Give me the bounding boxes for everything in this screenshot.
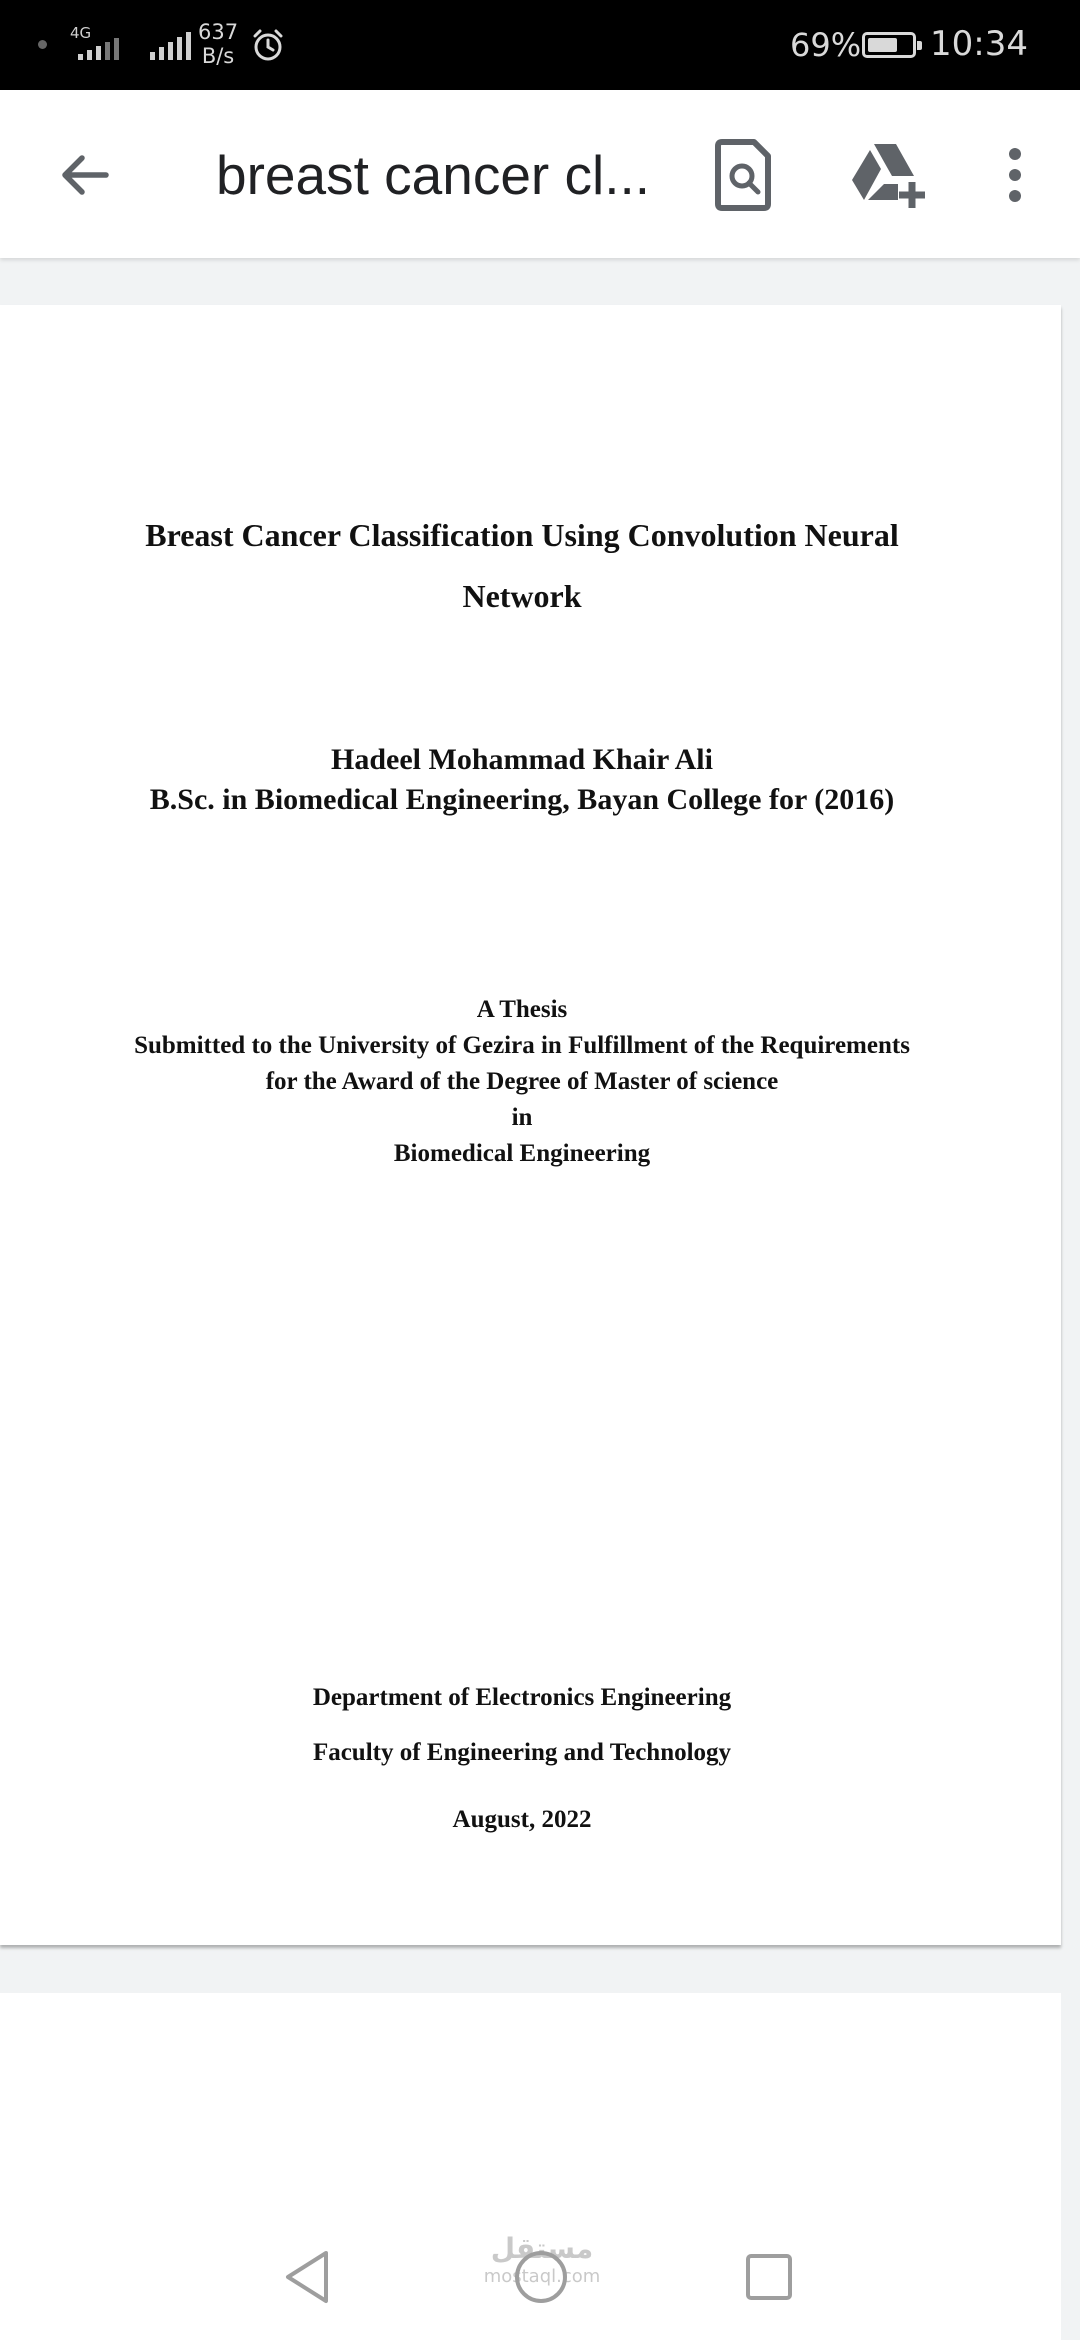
thesis-line: in <box>511 1104 533 1131</box>
nav-home-circle-icon[interactable] <box>512 2248 570 2306</box>
find-in-document-icon[interactable] <box>714 138 774 212</box>
more-vert-icon[interactable] <box>1000 140 1030 210</box>
network-type-label: 4G <box>70 24 92 42</box>
thesis-line: A Thesis <box>476 996 568 1023</box>
battery-percent: 69% <box>790 26 862 64</box>
battery-icon <box>862 32 916 58</box>
thesis-title-line-2: Network <box>462 578 582 614</box>
author-block <box>0 740 1044 820</box>
signal-strength-icon-sim1 <box>78 38 119 60</box>
arrow-left-icon[interactable] <box>50 140 120 210</box>
document-title: breast cancer cl... <box>216 144 651 206</box>
battery-tip <box>917 41 922 50</box>
thesis-statement <box>0 992 1044 1172</box>
clock: 10:34 <box>930 24 1028 64</box>
thesis-title-line-1: Breast Cancer Classification Using Convolution Neural <box>145 517 899 553</box>
thesis-line: for the Award of the Degree of Master of science <box>265 1068 779 1095</box>
thesis-date: August, 2022 <box>452 1806 592 1833</box>
watermark-latin: mostaql.com <box>483 2266 601 2287</box>
network-speed-value: 637 <box>198 20 239 44</box>
notification-dot <box>38 40 47 49</box>
department: Department of Electronics Engineering <box>312 1684 732 1711</box>
prior-degree: B.Sc. in Biomedical Engineering, Bayan College for (2016) <box>149 783 895 816</box>
nav-back-triangle-icon[interactable] <box>282 2248 332 2306</box>
faculty: Faculty of Engineering and Technology <box>312 1739 732 1766</box>
network-speed <box>198 20 238 68</box>
author-name: Hadeel Mohammad Khair Ali <box>331 743 713 776</box>
nav-recents-square-icon[interactable] <box>745 2253 793 2301</box>
battery-fill <box>868 38 897 52</box>
thesis-line: Submitted to the University of Gezira in Fulfillment of the Requirements <box>134 1032 910 1059</box>
watermark-arabic: مستقل <box>490 2232 594 2265</box>
network-speed-unit: B/s <box>201 44 235 68</box>
thesis-line: Biomedical Engineering <box>393 1140 651 1167</box>
add-to-drive-icon[interactable] <box>848 140 928 210</box>
signal-strength-icon-sim2 <box>150 32 191 60</box>
status-bar <box>0 0 1080 90</box>
alarm-clock-icon <box>250 27 286 63</box>
thesis-title <box>0 505 1044 627</box>
